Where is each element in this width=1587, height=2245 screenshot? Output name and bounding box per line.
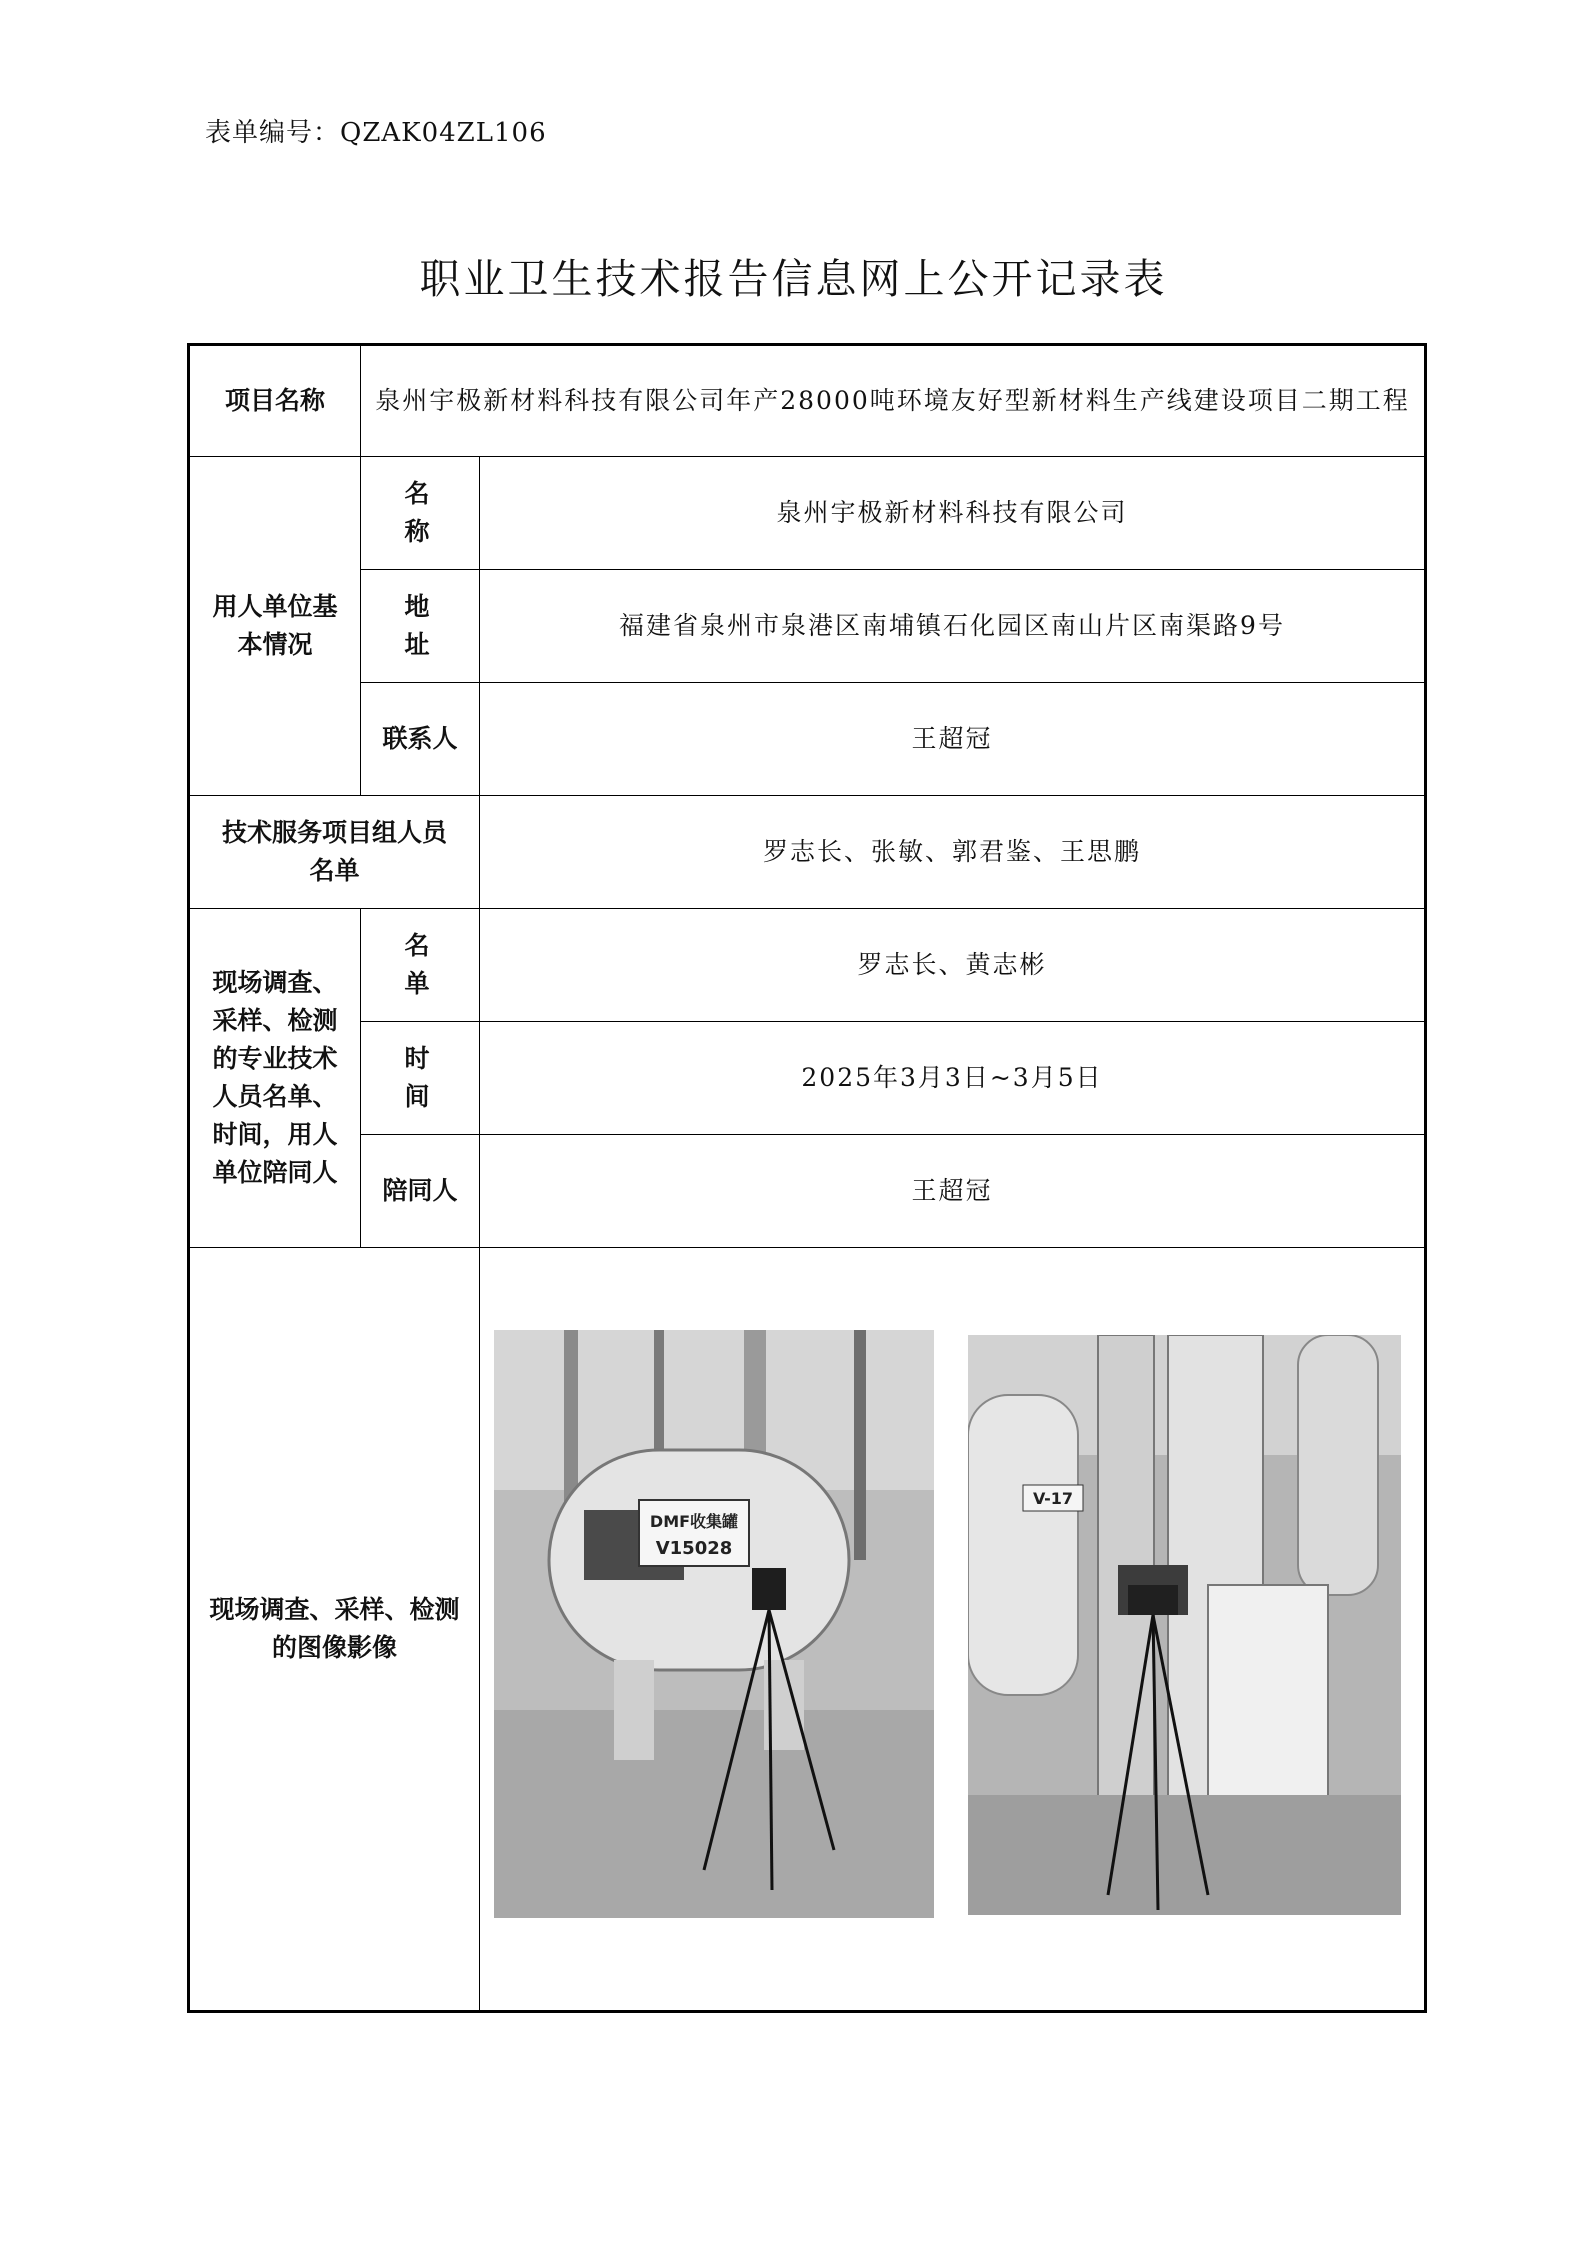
employer-info-label: 用人单位基本情况 bbox=[189, 457, 361, 796]
row-images bbox=[189, 1248, 1426, 2012]
images-label: 现场调查、采样、检测的图像影像 bbox=[189, 1248, 480, 2012]
row-employer-address bbox=[189, 570, 1426, 683]
row-project bbox=[189, 345, 1426, 457]
row-employer-name bbox=[189, 457, 1426, 570]
document-title: 职业卫生技术报告信息网上公开记录表 bbox=[419, 255, 1168, 303]
form-number: 表单编号：QZAK04ZL106 bbox=[205, 118, 547, 148]
photo2-sign: V-17 bbox=[1032, 1489, 1074, 1508]
employer-contact-value: 王超冠 bbox=[480, 683, 1426, 796]
photo1-sign-line2: V15028 bbox=[655, 1538, 733, 1559]
site-photo-column bbox=[968, 1335, 1401, 1915]
row-employer-contact bbox=[189, 683, 1426, 796]
project-name-value: 泉州宇极新材料科技有限公司年产28000吨环境友好型新材料生产线建设项目二期工程 bbox=[361, 345, 1426, 457]
row-survey-escort bbox=[189, 1135, 1426, 1248]
team-label: 技术服务项目组人员名单 bbox=[189, 796, 480, 909]
team-value: 罗志长、张敏、郭君鉴、王思鹏 bbox=[480, 796, 1426, 909]
employer-name-label: 名称 bbox=[361, 457, 480, 570]
photo1-sign-line1: DMF收集罐 bbox=[649, 1512, 739, 1531]
survey-time-value: 2025年3月3日~3月5日 bbox=[480, 1022, 1426, 1135]
row-survey-time bbox=[189, 1022, 1426, 1135]
site-photo-tank bbox=[494, 1330, 934, 1918]
survey-list-value: 罗志长、黄志彬 bbox=[480, 909, 1426, 1022]
survey-escort-label: 陪同人 bbox=[361, 1135, 480, 1248]
employer-address-label: 地址 bbox=[361, 570, 480, 683]
survey-label: 现场调查、采样、检测的专业技术人员名单、时间，用人单位陪同人 bbox=[189, 909, 361, 1248]
project-name-label: 项目名称 bbox=[189, 345, 361, 457]
row-survey-list bbox=[189, 909, 1426, 1022]
images-cell bbox=[480, 1248, 1426, 2012]
employer-name-value: 泉州宇极新材料科技有限公司 bbox=[480, 457, 1426, 570]
employer-address-value: 福建省泉州市泉港区南埔镇石化园区南山片区南渠路9号 bbox=[480, 570, 1426, 683]
employer-contact-label: 联系人 bbox=[361, 683, 480, 796]
survey-time-label: 时间 bbox=[361, 1022, 480, 1135]
survey-list-label: 名单 bbox=[361, 909, 480, 1022]
record-table bbox=[187, 343, 1427, 2013]
survey-escort-value: 王超冠 bbox=[480, 1135, 1426, 1248]
row-team bbox=[189, 796, 1426, 909]
